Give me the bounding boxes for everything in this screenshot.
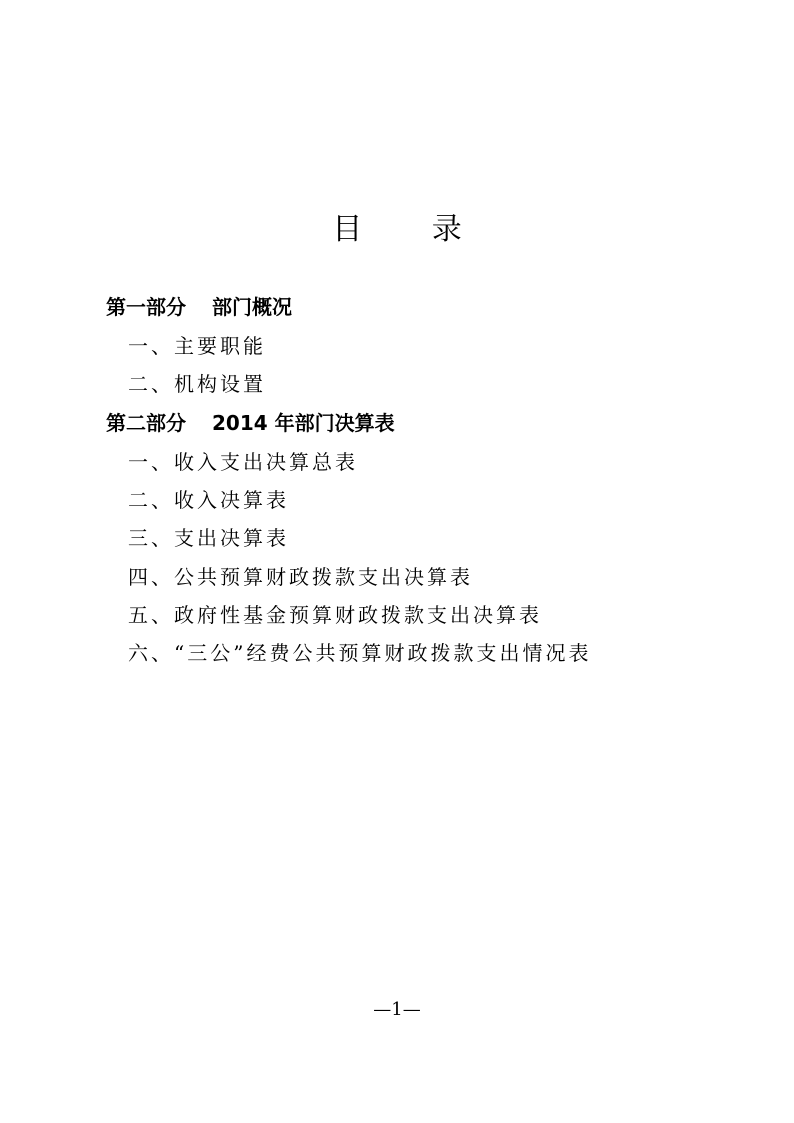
toc-item-income-final-accounts[interactable]: 二、收入决算表 — [128, 488, 289, 512]
toc-item-government-fund-expenditure[interactable]: 五、政府性基金预算财政拨款支出决算表 — [128, 603, 542, 627]
toc-part-1-title: 部门概况 — [212, 295, 292, 319]
toc-item-expenditure-final-accounts[interactable]: 三、支出决算表 — [128, 526, 289, 550]
toc-part-2-title: 2014 年部门决算表 — [212, 411, 395, 435]
toc-part-1-number: 第一部分 — [106, 295, 186, 319]
toc-part-2[interactable] — [106, 404, 395, 442]
toc-item-main-functions[interactable]: 一、主要职能 — [128, 334, 266, 358]
toc-item-three-public-expenses[interactable]: 六、“三公”经费公共预算财政拨款支出情况表 — [128, 641, 592, 665]
toc-part-2-number: 第二部分 — [106, 411, 186, 435]
toc-item-organization[interactable]: 二、机构设置 — [128, 372, 266, 396]
page-title: 目 录 — [332, 212, 492, 247]
toc-item-income-expenditure-summary[interactable]: 一、收入支出决算总表 — [128, 450, 358, 474]
page-number: —1— — [373, 999, 421, 1020]
toc-item-public-budget-expenditure[interactable]: 四、公共预算财政拨款支出决算表 — [128, 565, 473, 589]
toc-part-1[interactable] — [106, 288, 292, 326]
